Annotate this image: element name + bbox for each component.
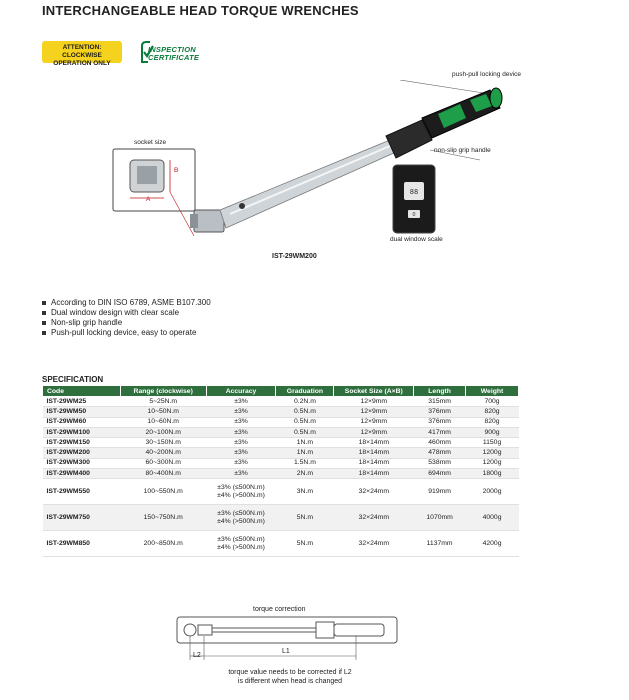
table-row bbox=[43, 407, 519, 417]
cell-graduation: 0.5N.m bbox=[276, 407, 334, 417]
cell-weight: 4000g bbox=[466, 505, 519, 531]
cell-socket-size: 12×9mm bbox=[334, 397, 414, 407]
table-row bbox=[43, 469, 519, 479]
spec-header-row bbox=[43, 386, 519, 397]
feature-item: Dual window design with clear scale bbox=[42, 308, 211, 318]
cell-socket-size: 18×14mm bbox=[334, 469, 414, 479]
cell-accuracy bbox=[206, 427, 276, 437]
cell-range: 60~300N.m bbox=[120, 458, 206, 468]
cell-weight: 820g bbox=[466, 407, 519, 417]
cell-code: IST-29WM50 bbox=[43, 407, 121, 417]
cell-weight: 820g bbox=[466, 417, 519, 427]
cell-weight: 700g bbox=[466, 397, 519, 407]
cell-socket-size: 12×9mm bbox=[334, 427, 414, 437]
accuracy-line: ±3% bbox=[234, 449, 248, 457]
cell-accuracy bbox=[206, 479, 276, 505]
cell-accuracy bbox=[206, 397, 276, 407]
table-row bbox=[43, 479, 519, 505]
push-pull-label: push-pull locking device bbox=[452, 71, 522, 78]
cell-accuracy bbox=[206, 531, 276, 557]
cell-graduation: 1N.m bbox=[276, 438, 334, 448]
accuracy-line: ±4% (>500N.m) bbox=[217, 491, 265, 499]
dimension-a-label: A bbox=[146, 196, 151, 203]
page-title: INTERCHANGEABLE HEAD TORQUE WRENCHES bbox=[42, 3, 359, 18]
accuracy-line: ±3% (≤500N.m) bbox=[217, 483, 265, 491]
l2-label: L2 bbox=[193, 652, 201, 659]
cell-accuracy bbox=[206, 458, 276, 468]
cell-range: 10~60N.m bbox=[120, 417, 206, 427]
cell-length: 376mm bbox=[414, 417, 466, 427]
inspection-certificate-badge bbox=[140, 40, 212, 66]
cell-length: 1137mm bbox=[414, 531, 466, 557]
cell-length: 694mm bbox=[414, 469, 466, 479]
cell-length: 919mm bbox=[414, 479, 466, 505]
accuracy-line: ±3% (≤500N.m) bbox=[217, 509, 265, 517]
cell-range: 40~200N.m bbox=[120, 448, 206, 458]
inspection-line-1: INSPECTION bbox=[148, 45, 196, 54]
accuracy-line: ±3% bbox=[234, 418, 248, 426]
cell-graduation: 2N.m bbox=[276, 469, 334, 479]
cell-socket-size: 18×14mm bbox=[334, 458, 414, 468]
feature-item: According to DIN ISO 6789, ASME B107.300 bbox=[42, 298, 211, 308]
socket-size-diagram bbox=[112, 148, 196, 240]
table-row bbox=[43, 458, 519, 468]
accuracy-line: ±3% bbox=[234, 459, 248, 467]
torque-correction-diagram bbox=[176, 616, 398, 666]
cell-range: 20~100N.m bbox=[120, 427, 206, 437]
cell-accuracy bbox=[206, 407, 276, 417]
cell-socket-size: 32×24mm bbox=[334, 531, 414, 557]
cell-range: 200~850N.m bbox=[120, 531, 206, 557]
cell-graduation: 0.5N.m bbox=[276, 417, 334, 427]
cell-code: IST-29WM100 bbox=[43, 427, 121, 437]
cell-socket-size: 18×14mm bbox=[334, 438, 414, 448]
cell-accuracy bbox=[206, 438, 276, 448]
cell-graduation: 1N.m bbox=[276, 448, 334, 458]
product-code: IST-29WM200 bbox=[272, 253, 317, 260]
svg-text:88: 88 bbox=[409, 188, 419, 196]
table-row bbox=[43, 417, 519, 427]
col-code: Code bbox=[43, 386, 121, 397]
accuracy-line: ±4% (>500N.m) bbox=[217, 517, 265, 525]
spec-table bbox=[42, 385, 519, 557]
cell-socket-size: 12×9mm bbox=[334, 407, 414, 417]
cell-socket-size: 32×24mm bbox=[334, 505, 414, 531]
table-row bbox=[43, 438, 519, 448]
torque-note-line-1: torque value needs to be corrected if L2 bbox=[228, 669, 352, 676]
feature-item: Non-slip grip handle bbox=[42, 318, 211, 328]
cell-weight: 1200g bbox=[466, 448, 519, 458]
torque-note-line-2: is different when head is changed bbox=[237, 678, 343, 685]
accuracy-line: ±3% bbox=[234, 428, 248, 436]
cell-code: IST-29WM750 bbox=[43, 505, 121, 531]
table-row bbox=[43, 505, 519, 531]
dual-window-diagram bbox=[392, 164, 436, 234]
inspection-line-2: CERTIFICATE bbox=[148, 53, 200, 62]
accuracy-line: ±4% (>500N.m) bbox=[217, 543, 265, 551]
cell-graduation: 1.5N.m bbox=[276, 458, 334, 468]
cell-weight: 1200g bbox=[466, 458, 519, 468]
dimension-b-label: B bbox=[174, 167, 179, 174]
feature-item: Push-pull locking device, easy to operate bbox=[42, 328, 211, 338]
cell-length: 376mm bbox=[414, 407, 466, 417]
cell-socket-size: 18×14mm bbox=[334, 448, 414, 458]
svg-text:0: 0 bbox=[412, 212, 416, 218]
cell-range: 30~150N.m bbox=[120, 438, 206, 448]
cell-socket-size: 32×24mm bbox=[334, 479, 414, 505]
accuracy-line: ±3% bbox=[234, 397, 248, 405]
cell-length: 315mm bbox=[414, 397, 466, 407]
col-graduation: Graduation bbox=[276, 386, 334, 397]
torque-wrench-illustration bbox=[190, 80, 510, 250]
col-accuracy: Accuracy bbox=[206, 386, 276, 397]
cell-length: 538mm bbox=[414, 458, 466, 468]
cell-range: 150~750N.m bbox=[120, 505, 206, 531]
col-socket-size: Socket Size (A×B) bbox=[334, 386, 414, 397]
accuracy-line: ±3% (≤500N.m) bbox=[217, 535, 265, 543]
torque-correction-label: torque correction bbox=[253, 606, 306, 613]
accuracy-line: ±3% bbox=[234, 438, 248, 446]
table-row bbox=[43, 397, 519, 407]
attention-line-1: ATTENTION: CLOCKWISE bbox=[62, 44, 102, 59]
cell-code: IST-29WM60 bbox=[43, 417, 121, 427]
spec-body bbox=[43, 397, 519, 557]
cell-graduation: 5N.m bbox=[276, 531, 334, 557]
socket-size-label: socket size bbox=[134, 139, 167, 146]
cell-weight: 1150g bbox=[466, 438, 519, 448]
cell-graduation: 5N.m bbox=[276, 505, 334, 531]
cell-code: IST-29WM400 bbox=[43, 469, 121, 479]
grip-label: non-slip grip handle bbox=[434, 147, 491, 154]
col-range: Range (clockwise) bbox=[120, 386, 206, 397]
cell-weight: 1800g bbox=[466, 469, 519, 479]
cell-code: IST-29WM25 bbox=[43, 397, 121, 407]
cell-weight: 2000g bbox=[466, 479, 519, 505]
cell-code: IST-29WM850 bbox=[43, 531, 121, 557]
col-weight: Weight bbox=[466, 386, 519, 397]
l1-label: L1 bbox=[282, 648, 290, 655]
cell-length: 417mm bbox=[414, 427, 466, 437]
accuracy-line: ±3% bbox=[234, 407, 248, 415]
cell-length: 478mm bbox=[414, 448, 466, 458]
cell-accuracy bbox=[206, 417, 276, 427]
cell-weight: 900g bbox=[466, 427, 519, 437]
cell-weight: 4200g bbox=[466, 531, 519, 557]
torque-correction-note bbox=[205, 668, 375, 686]
cell-accuracy bbox=[206, 448, 276, 458]
table-row bbox=[43, 427, 519, 437]
cell-length: 1070mm bbox=[414, 505, 466, 531]
table-row bbox=[43, 448, 519, 458]
cell-range: 10~50N.m bbox=[120, 407, 206, 417]
dual-window-label: dual window scale bbox=[390, 236, 443, 243]
cell-length: 460mm bbox=[414, 438, 466, 448]
cell-code: IST-29WM200 bbox=[43, 448, 121, 458]
table-row bbox=[43, 531, 519, 557]
cell-code: IST-29WM550 bbox=[43, 479, 121, 505]
accuracy-line: ±3% bbox=[234, 469, 248, 477]
cell-socket-size: 12×9mm bbox=[334, 417, 414, 427]
cell-range: 5~25N.m bbox=[120, 397, 206, 407]
cell-accuracy bbox=[206, 469, 276, 479]
cell-code: IST-29WM150 bbox=[43, 438, 121, 448]
attention-badge bbox=[42, 41, 122, 67]
col-length: Length bbox=[414, 386, 466, 397]
attention-line-2: OPERATION ONLY bbox=[53, 60, 111, 67]
feature-list bbox=[42, 298, 211, 338]
cell-graduation: 0.2N.m bbox=[276, 397, 334, 407]
cell-graduation: 0.5N.m bbox=[276, 427, 334, 437]
cell-accuracy bbox=[206, 505, 276, 531]
cell-range: 80~400N.m bbox=[120, 469, 206, 479]
cell-range: 100~550N.m bbox=[120, 479, 206, 505]
cell-graduation: 3N.m bbox=[276, 479, 334, 505]
cell-code: IST-29WM300 bbox=[43, 458, 121, 468]
spec-heading: SPECIFICATION bbox=[42, 375, 104, 384]
